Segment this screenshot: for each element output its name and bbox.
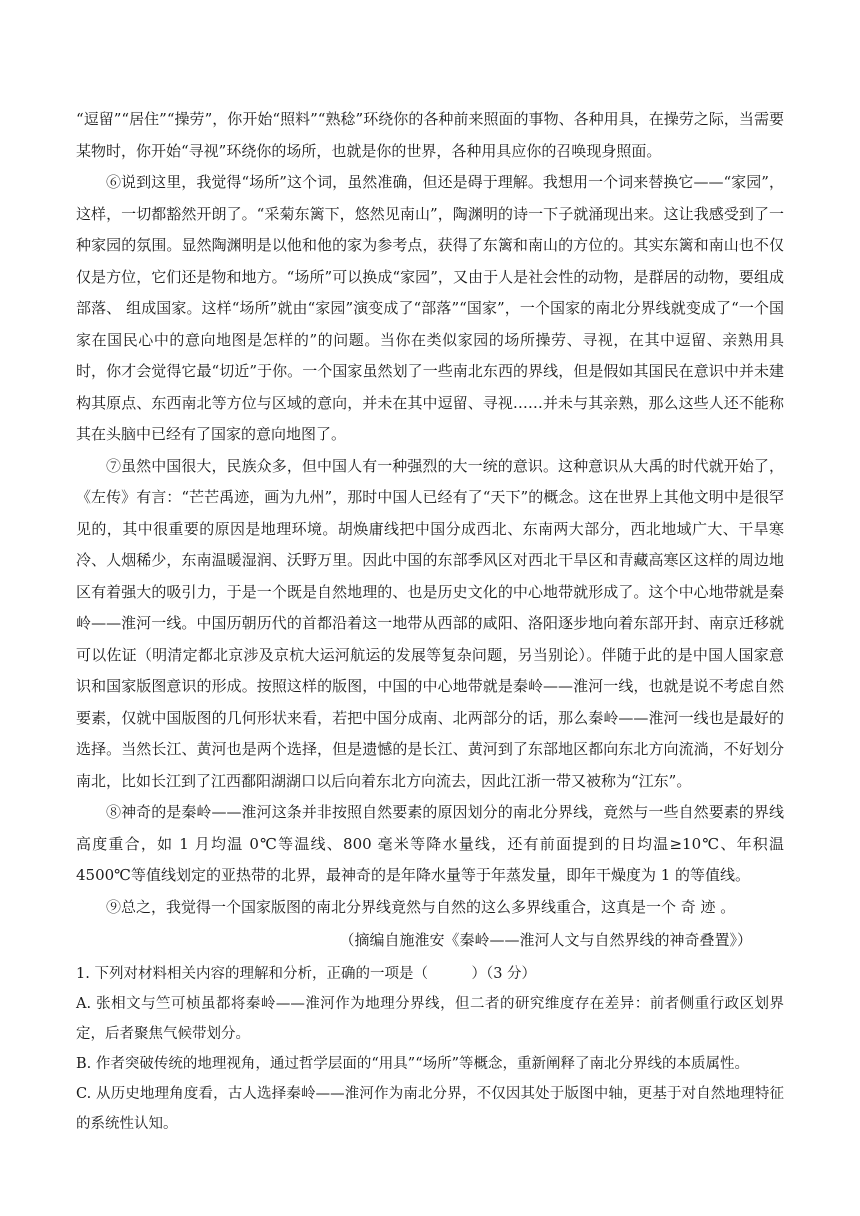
- question-option-c: C. 从历史地理角度看，古人选择秦岭——淮河作为南北分界，不仅因其处于版图中轴，更基于对自然地理特征的系统性认知。: [76, 1085, 784, 1132]
- paragraph-7: ⑦虽然中国很大，民族众多，但中国人有一种强烈的大一统的意识。这种意识从大禹的时代就开始了，《左传》有言：“芒芒禹迹，画为九州”，那时中国人已经有了“天下”的概念。这在世界上其他文明中是很罕见的，其中很重要的原因是地理环境。胡焕庸线把中国分成西北、东南两大部分，西北地域广大、干旱寒冷、人烟稀少，东南温暖湿润、沃野万里。因此中国的东部季风区对西北干旱区和青藏高寒区这样的周边地区有着强大的吸引力，于是一个既是自然地理的、也是历史文化的中心地带就形成了。这个中心地带就是秦岭——淮河一线。中国历朝历代的首都沿着这一地带从西部的咸阳、洛阳逐步地向着东部开封、南京迁移就可以佐证（明清定都北京涉及京杭大运河航运的发展等复杂问题，另当别论）。伴随于此的是中国人国家意识和国家版图意识的形成。按照这样的版图，中国的中心地带就是秦岭——淮河一线，也就是说不考虑自然要素，仅就中国版图的几何形状来看，若把中国分成南、北两部分的话，那么秦岭——淮河一线也是最好的选择。当然长江、黄河也是两个选择，但是遗憾的是长江、黄河到了东部地区都向东北方向流淌，不好划分南北，比如长江到了江西鄱阳湖湖口以后向着东北方向流去，因此江浙一带又被称为“江东”。: [76, 456, 784, 790]
- source-citation: （摘编自施淮安《秦岭——淮河人文与自然界线的神奇叠置》）: [339, 931, 752, 949]
- question-stem: 1. 下列对材料相关内容的理解和分析，正确的一项是（ ）（3 分）: [76, 965, 537, 982]
- question-option-a: A. 张相文与竺可桢虽都将秦岭——淮河作为地理分界线，但二者的研究维度存在差异：前者侧重行政区划界定，后者聚焦气候带划分。: [76, 995, 784, 1042]
- question-option-b: B. 作者突破传统的地理视角，通过哲学层面的“用具”“场所”等概念，重新阐释了南北分界线的本质属性。: [76, 1055, 750, 1072]
- paragraph-9: ⑨总之，我觉得一个国家版图的南北分界线竟然与自然的这么多界线重合，这真是一个 奇 迹 。: [106, 897, 736, 916]
- paragraph-6: ⑥说到这里，我觉得“场所”这个词，虽然准确，但还是碍于理解。我想用一个词来替换它——“家园”，这样，一切都豁然开朗了。“采菊东篱下，悠然见南山”，陶渊明的诗一下子就涌现出来。这让我感受到了一种家园的氛围。显然陶渊明是以他和他的家为参考点，获得了东篱和南山的方位的。其实东篱和南山也不仅仅是方位，它们还是物和地方。“场所”可以换成“家园”，又由于人是社会性的动物，是群居的动物，要组成部落、 组成国家。这样“场所”就由“家园”演变成了“部落”“国家”，一个国家的南北分界线就变成了“一个国家在国民心中的意向地图是怎样的”的问题。当你在类似家园的场所操劳、寻视，在其中逗留、亲熟用具时，你才会觉得它最“切近”于你。一个国家虽然划了一些南北东西的界线，但是假如其国民在意识中并未建构其原点、东西南北等方位与区域的意向，并未在其中逗留、寻视……并未与其亲熟，那么这些人还不能称其在头脑中已经有了国家的意向地图了。: [76, 173, 784, 443]
- paragraph-8: ⑧神奇的是秦岭——淮河这条并非按照自然要素的原因划分的南北分界线，竟然与一些自然要素的界线高度重合，如 1 月均温 0℃等温线、800 毫米等降水量线，还有前面提到的日均温≥10℃、年积温 4500℃等值线划定的亚热带的北界，最神奇的是年降水量等于年蒸发量，即年干燥度为 1 的等值线。: [76, 803, 784, 884]
- paragraph-5-continued: “逗留”“居住”“操劳”，你开始“照料”“熟稔”环绕你的各种前来照面的事物、各种用具，在操劳之际，当需要某物时，你开始“寻视”环绕你的场所，也就是你的世界，各种用具应你的召唤现身照面。: [76, 110, 784, 160]
- document-page: [76, 104, 784, 1139]
